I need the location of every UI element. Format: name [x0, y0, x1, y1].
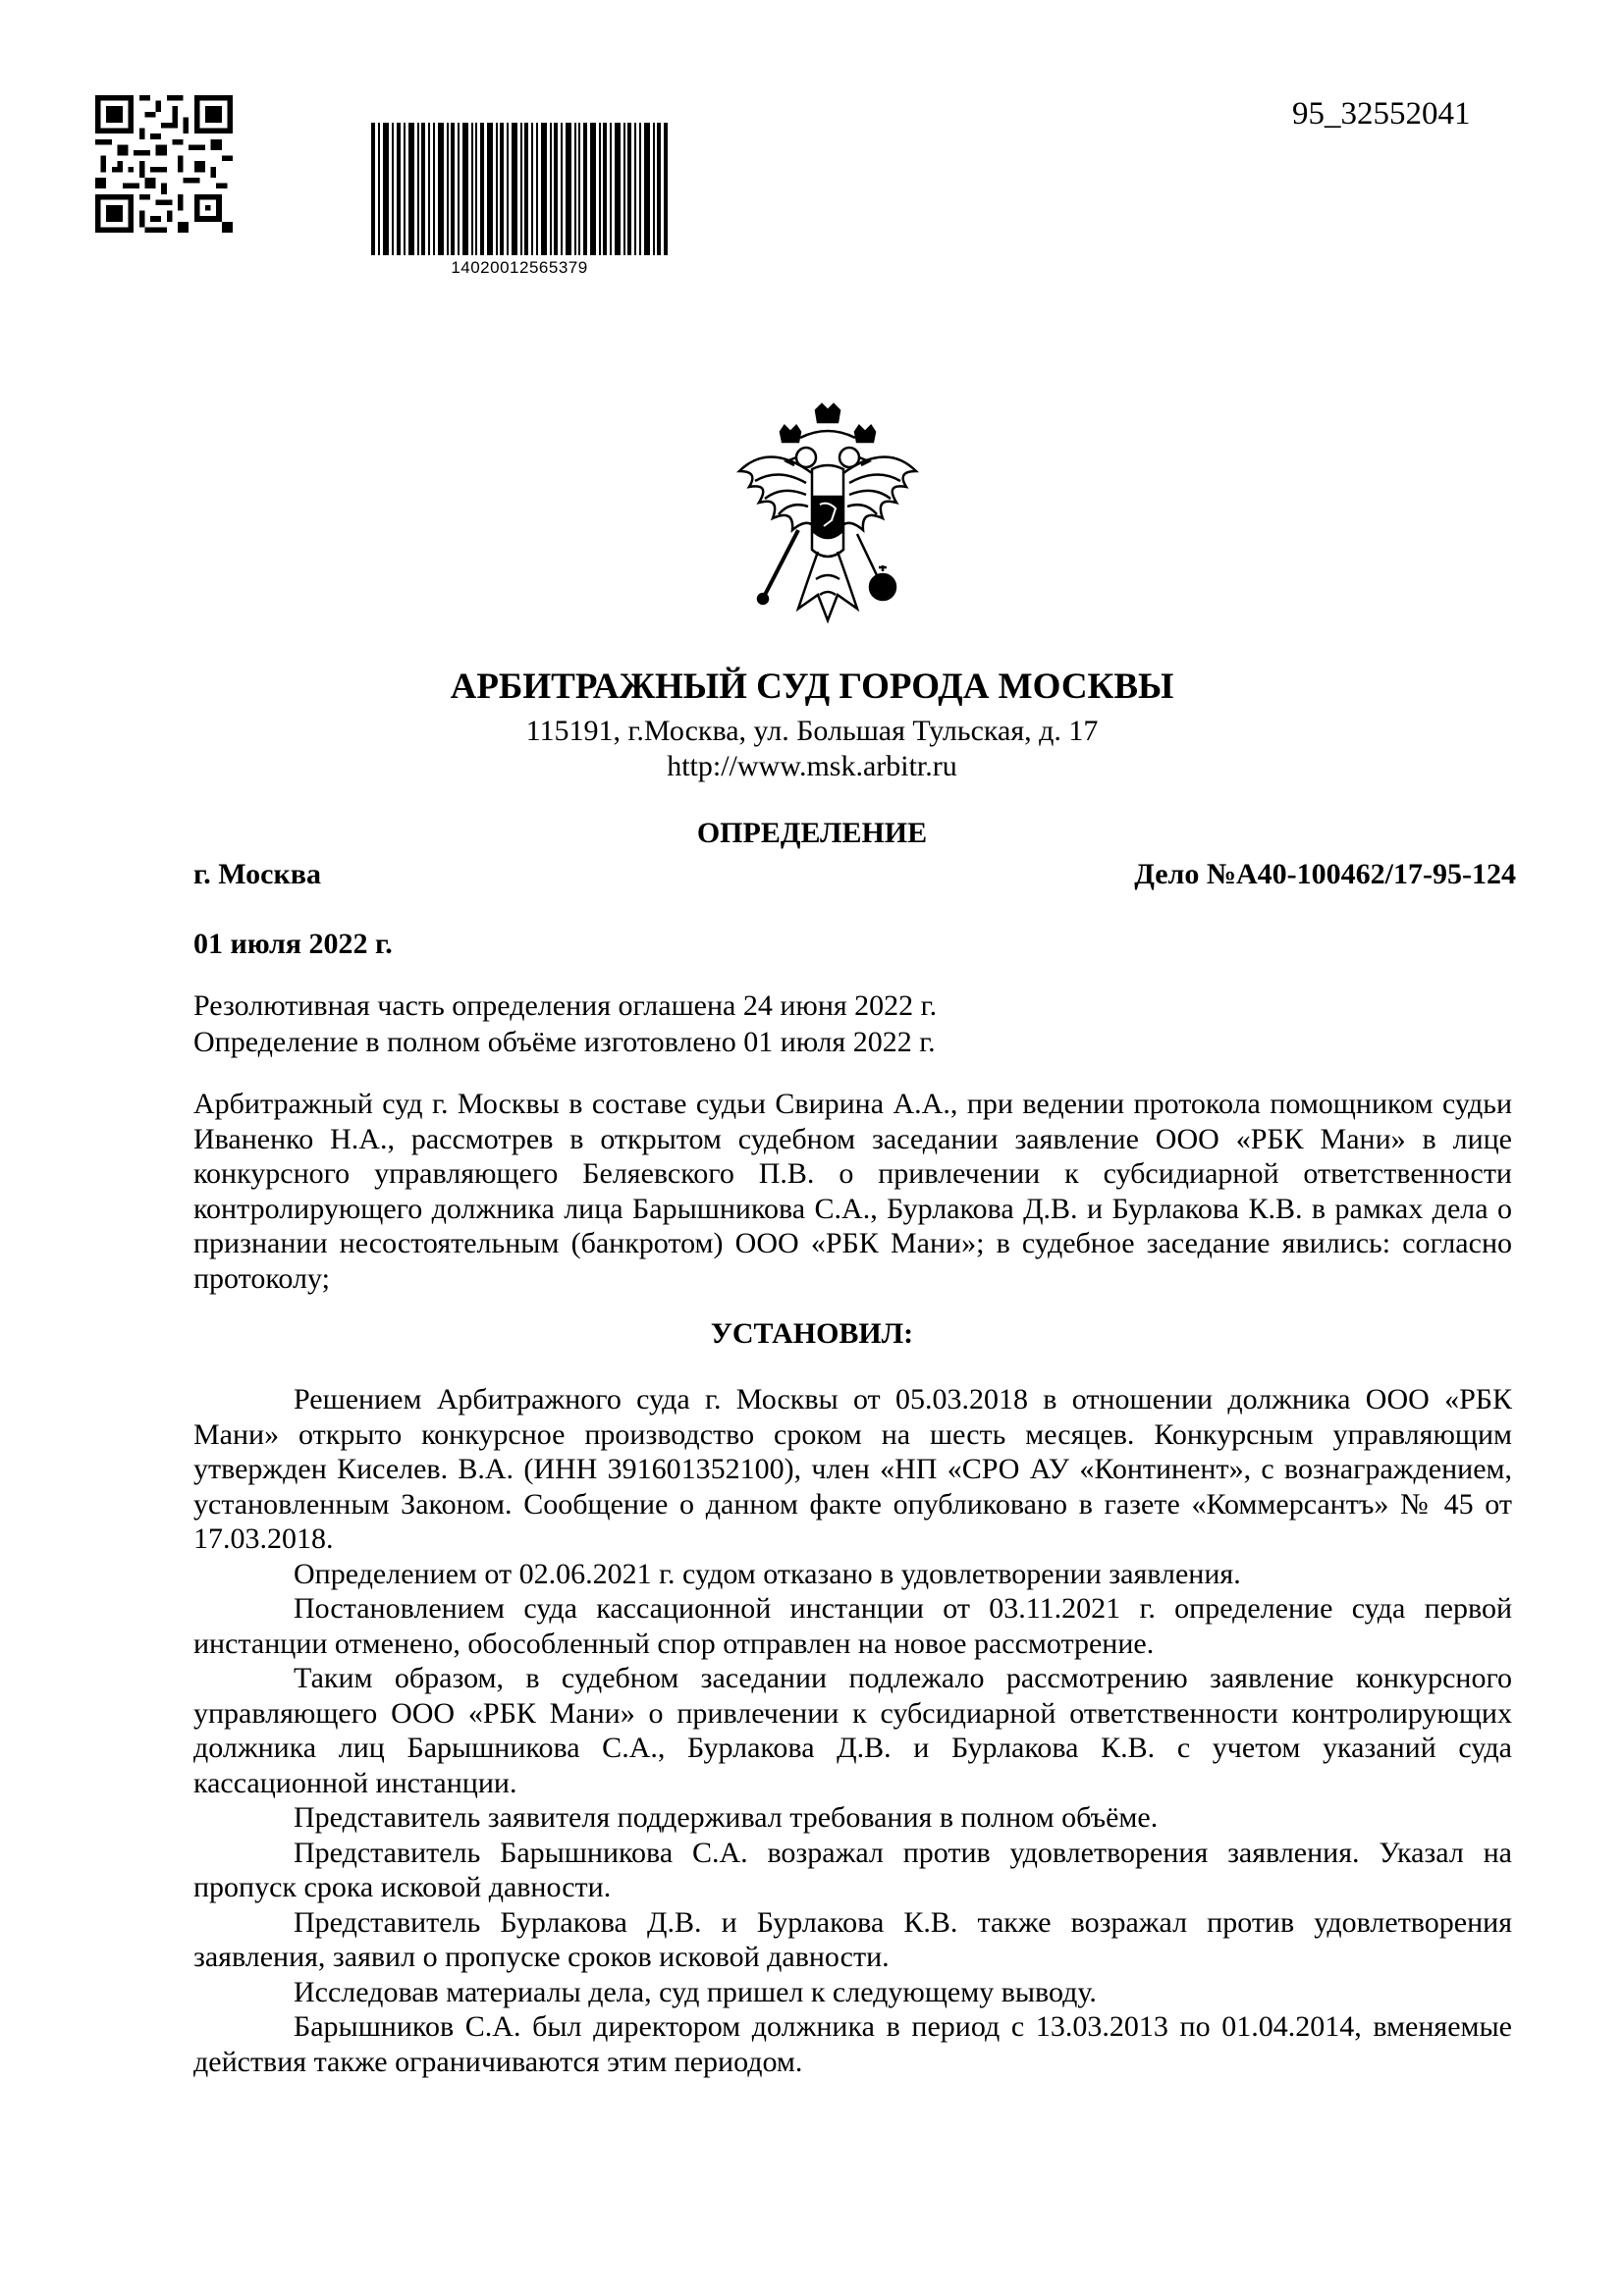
coat-of-arms-emblem — [730, 402, 926, 626]
court-name: АРБИТРАЖНЫЙ СУД ГОРОДА МОСКВЫ — [450, 667, 1174, 707]
body-paragraph: Решением Арбитражного суда г. Москвы от 05.03.2018 в отношении должника ООО «РБК Мани» открыто конкурсное производство сроком на шесть месяцев. Конкурсным управляющим утвержден Киселев. В.А. (ИНН 391601352100), член «НП «СРО АУ «Континент», с вознаграждением, установленным Законом. Сообщение о данном факте опубликовано в газете «Коммерсантъ» № 45 от 17.03.2018. — [193, 1383, 1512, 1555]
body-paragraph: Определением от 02.06.2021 г. судом отказано в удовлетворении заявления. — [294, 1557, 1241, 1590]
barcode-number: 14020012565379 — [451, 258, 588, 277]
announced-line: Резолютивная часть определения оглашена 24 июня 2022 г. — [193, 989, 938, 1022]
body-paragraph: Представитель заявителя поддерживал требования в полном объёме. — [294, 1801, 1159, 1834]
case-number: Дело №А40-100462/17-95-124 — [1134, 858, 1516, 890]
intro-text: Арбитражный суд г. Москвы в составе судьи Свирина А.А., при ведении протокола помощником судьи Иваненко Н.А., рассмотрев в открытом судебном заседании заявление ООО «РБК Мани» в лице конкурсного управляющего Беляевского П.В. о привлечении к субсидиарной ответственности контролирующего должника лица Барышникова С.А., Бурлакова Д.В. и Бурлакова К.В. в рамках дела о признании несостоятельным (банкротом) ООО «РБК Мани»; в судебное заседание явились: согласно протоколу; — [193, 1088, 1512, 1295]
prepared-line: Определение в полном объёме изготовлено 01 июля 2022 г. — [193, 1026, 936, 1058]
body-paragraph: Постановлением суда кассационной инстанции от 03.11.2021 г. определение суда первой инстанции отменено, обособленный спор отправлен на новое рассмотрение. — [193, 1592, 1512, 1660]
document-city: г. Москва — [193, 858, 321, 890]
body-paragraph: Исследовав материалы дела, суд пришел к следующему выводу. — [294, 1975, 1097, 2008]
document-date: 01 июля 2022 г. — [193, 928, 393, 960]
body-text — [193, 1382, 1512, 2079]
intro-paragraph — [193, 1087, 1512, 1296]
body-paragraph: Представитель Барышникова С.А. возражал против удовлетворения заявления. Указал на пропуск срока исковой давности. — [193, 1836, 1512, 1903]
body-paragraph: Представитель Бурлакова Д.В. и Бурлакова К.В. также возражал против удовлетворения заявления, заявил о пропуске сроков исковой давности. — [193, 1905, 1512, 1973]
court-website[interactable]: http://www.msk.arbitr.ru — [667, 750, 957, 782]
court-address: 115191, г.Москва, ул. Большая Тульская, д. 17 — [525, 715, 1099, 747]
document-id: 95_32552041 — [1292, 96, 1471, 132]
section-title: УСТАНОВИЛ: — [710, 1317, 914, 1350]
body-paragraph: Таким образом, в судебном заседании подлежало рассмотрению заявление конкурсного управляющего ООО «РБК Мани» о привлечении к субсидиарной ответственности контролирующих должника лиц Барышникова С.А., Бурлакова Д.В. и Бурлакова К.В. с учетом указаний суда кассационной инстанции. — [193, 1662, 1512, 1799]
qr-code — [95, 95, 233, 233]
barcode — [371, 123, 668, 255]
body-paragraph: Барышников С.А. был директором должника в период с 13.03.2013 по 01.04.2014, вменяемые действия также ограничиваются этим периодом. — [193, 2010, 1512, 2078]
document-type: ОПРЕДЕЛЕНИЕ — [696, 817, 928, 849]
